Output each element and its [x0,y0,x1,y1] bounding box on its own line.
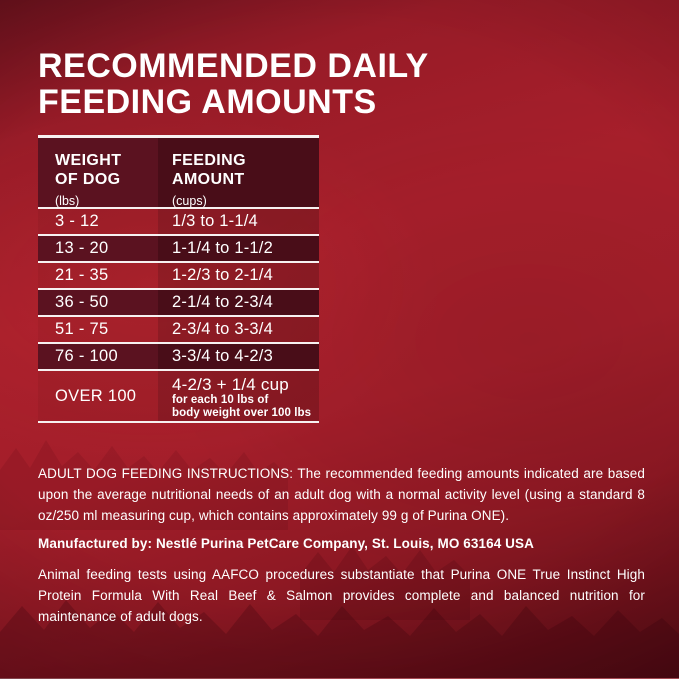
weight-cell: 21 - 35 [38,263,158,288]
feeding-table [38,135,319,423]
table-body [38,207,319,421]
amount-header-line1: FEEDING [172,152,246,169]
amount-header-line2: AMOUNT [172,171,245,188]
weight-header-unit: (lbs) [55,194,80,208]
amount-cell: 1/3 to 1-1/4 [158,209,319,234]
weight-header-label [55,151,158,189]
amount-cell [158,371,319,421]
amount-header-unit: (cups) [172,194,207,208]
aafco-statement-text: Animal feeding tests using AAFCO procedures substantiate that Purina ONE True Instinct High Protein Formula With Real Beef & Salmon provides complete and balanced nutrition for maintenance of adult dogs. [38,567,645,624]
page-title-line2: FEEDING AMOUNTS [38,83,377,121]
weight-header-cell [38,138,158,207]
weight-cell: OVER 100 [38,371,158,421]
weight-cell: 51 - 75 [38,317,158,342]
amount-cell: 2-3/4 to 3-3/4 [158,317,319,342]
table-row [38,315,319,342]
page-title-line1: RECOMMENDED DAILY [38,47,429,85]
weight-header-line1: WEIGHT [55,152,122,169]
manufacturer-text: Manufactured by: Nestlé Purina PetCare Company, St. Louis, MO 63164 USA [38,536,534,551]
table-row-over-100 [38,369,319,421]
feeding-instructions-text: ADULT DOG FEEDING INSTRUCTIONS: The recommended feeding amounts indicated are based upon the average nutritional needs of an adult dog with a normal activity level (using a standard 8 oz/250 ml measuring cup, which contains approximately 99 g of Purina ONE). [38,466,645,523]
amount-note-line1: for each 10 lbs of [172,393,269,406]
weight-cell: 3 - 12 [38,209,158,234]
table-row [38,261,319,288]
amount-note-line2: body weight over 100 lbs [172,406,312,419]
table-row [38,207,319,234]
amount-header-label [172,151,319,189]
table-row [38,342,319,369]
amount-header-cell [158,138,319,207]
amount-cell: 1-2/3 to 2-1/4 [158,263,319,288]
amount-cell: 1-1/4 to 1-1/2 [158,236,319,261]
weight-cell: 36 - 50 [38,290,158,315]
table-row [38,234,319,261]
amount-value: 4-2/3 + 1/4 cup [172,374,289,394]
table-header-row [38,138,319,207]
amount-cell: 3-3/4 to 4-2/3 [158,344,319,369]
table-row [38,288,319,315]
table-bottom-divider [38,421,319,423]
weight-header-line2: OF DOG [55,171,121,188]
weight-cell: 13 - 20 [38,236,158,261]
amount-cell: 2-1/4 to 2-3/4 [158,290,319,315]
weight-cell: 76 - 100 [38,344,158,369]
page-title [38,48,429,120]
